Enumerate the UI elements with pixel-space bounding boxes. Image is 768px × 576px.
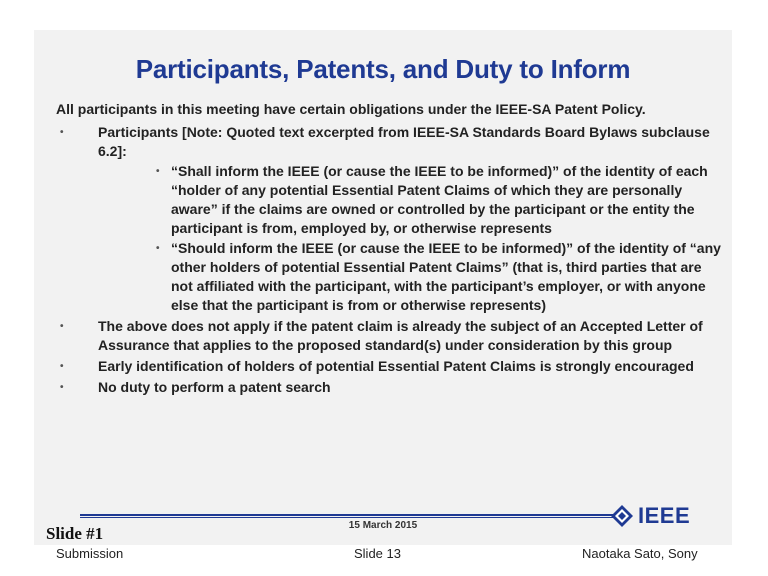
bullet-text: Early identification of holders of potential Essential Patent Claims is strongly encouraged	[98, 358, 694, 374]
sub-bullet-text: “Should inform the IEEE (or cause the IEEE to be informed)” of the identity of “any other holders of potential Essential Patent Claims” (that is, third parties that are not affiliated with the participant, with the participant’s employer, or with anyone else that the participant is from or otherwise represents)	[171, 240, 721, 313]
bullet-text: The above does not apply if the patent claim is already the subject of an Accepted Letter of Assurance that applies to the proposed standard(s) under consideration by this group	[98, 318, 703, 353]
sub-bullet-text: “Shall inform the IEEE (or cause the IEEE to be informed)” of the identity of each “holder of any potential Essential Patent Claims of which they are personally aware” if the claims are owned or controlled by the participant or the entity the participant is from, employed by, or otherwise represents	[171, 163, 708, 236]
footer-divider	[80, 514, 620, 516]
bullet-item	[56, 123, 726, 315]
footer-slide-number: Slide 13	[354, 546, 401, 561]
slide-date: 15 March 2015	[348, 520, 418, 531]
bullet-icon: •	[60, 361, 64, 372]
bullet-icon: •	[60, 382, 64, 393]
sub-bullet-item	[98, 239, 726, 315]
ieee-logo	[610, 503, 690, 529]
footer-divider	[80, 517, 620, 518]
bullet-text: No duty to perform a patent search	[98, 379, 331, 395]
bullet-icon: •	[60, 321, 64, 332]
logo-text: IEEE	[638, 503, 691, 528]
bullet-item	[56, 317, 726, 355]
sub-bullet-item	[98, 162, 726, 238]
footer-submission: Submission	[56, 546, 124, 561]
bullet-icon: •	[156, 166, 160, 177]
bullet-icon: •	[60, 127, 64, 138]
slide-intro: All participants in this meeting have certain obligations under the IEEE-SA Patent Policy.	[56, 101, 646, 117]
ieee-diamond-icon	[610, 504, 634, 528]
bullet-icon: •	[156, 243, 160, 254]
slide-number: Slide #1	[46, 524, 104, 543]
slide-image	[34, 30, 732, 545]
bullet-list	[56, 123, 726, 399]
bullet-item	[56, 357, 726, 376]
bullet-text: Participants [Note: Quoted text excerpted from IEEE-SA Standards Board Bylaws subclause 6.2]:	[98, 124, 710, 159]
slide-title: Participants, Patents, and Duty to Inform	[135, 54, 631, 84]
bullet-item	[56, 378, 726, 397]
footer-author: Naotaka Sato, Sony	[582, 546, 698, 561]
